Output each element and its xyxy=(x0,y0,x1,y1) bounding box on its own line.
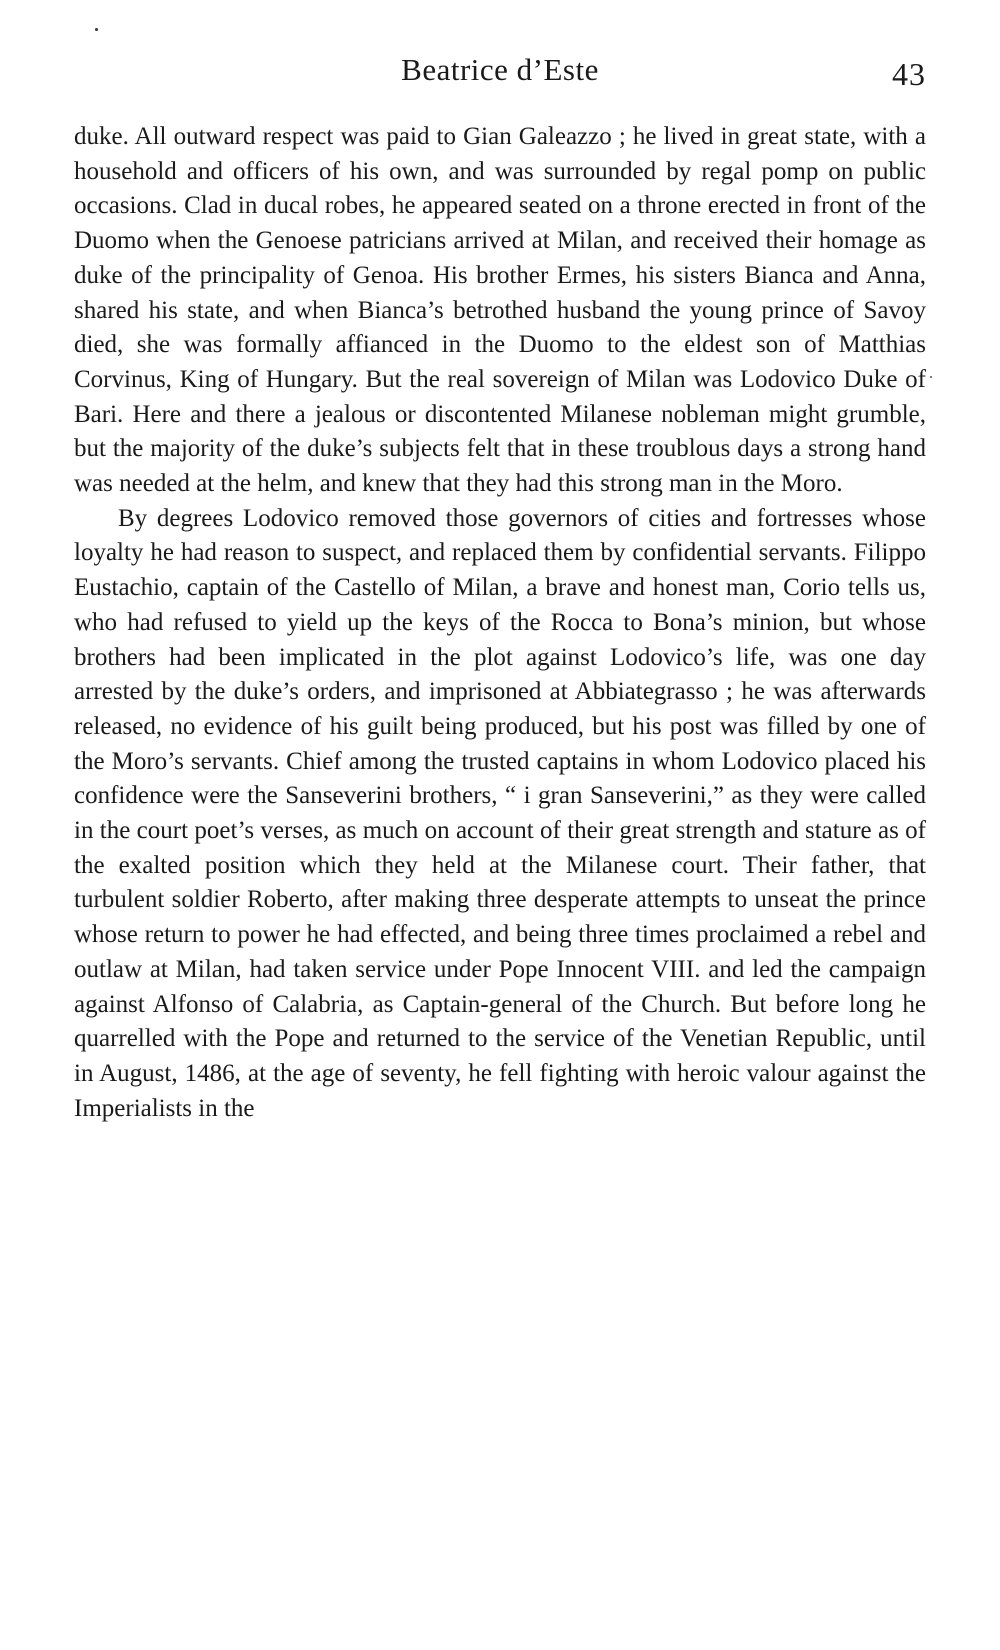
paragraph: By degrees Lodovico removed those governors of cities and fortresses whose loyalty he had reason to suspect, and replaced them by confidential servants. Filippo Eustachio, captain of the Castello of Milan, a brave and honest man, Corio tells us, who had refused to yield up the keys of the Rocca to Bona’s minion, but whose brothers had been implicated in the plot against Lodovico’s life, was one day arrested by the duke’s orders, and imprisoned at Abbiategrasso ; he was afterwards released, no evidence of his guilt being produced, but his post was filled by one of the Moro’s servants. Chief among the trusted captains in whom Lodovico placed his confidence were the Sanseverini brothers, “ i gran Sanseverini,” as they were called in the court poet’s verses, as much on account of their great strength and stature as of the exalted position which they held at the Milanese court. Their father, that turbulent soldier Roberto, after making three desperate attempts to unseat the prince whose return to power he had effected, and being three times proclaimed a rebel and outlaw at Milan, had taken service under Pope Innocent VIII. and led the campaign against Alfonso of Calabria, as Captain-general of the Church. But before long he quarrelled with the Pope and returned to the service of the Venetian Republic, until in August, 1486, at the age of seventy, he fell fighting with heroic valour against the Imperialists in the xyxy=(74,504,926,1122)
running-title: Beatrice d’Este xyxy=(401,52,599,87)
running-head xyxy=(74,52,926,92)
stray-ink-mark xyxy=(930,376,932,378)
paragraph-continued: duke. All outward respect was paid to Gian Galeazzo ; he lived in great state, with a household and officers of his own, and was surrounded by regal pomp on public occasions. Clad in ducal robes, he appeared seated on a throne erected in front of the Duomo when the Genoese patricians arrived at Milan, and received their homage as duke of the principality of Genoa. His brother Ermes, his sisters Bianca and Anna, shared his state, and when Bianca’s betrothed husband the young prince of Savoy died, she was formally affianced in the Duomo to the eldest son of Matthias Corvinus, King of Hungary. But the real sovereign of Milan was Lodovico Duke of Bari. Here and there a jealous or discontented Milanese nobleman might grumble, but the majority of the duke’s subjects felt that in these troublous days a strong hand was needed at the helm, and knew that they had this strong man in the Moro. xyxy=(74,123,926,498)
stray-ink-mark xyxy=(95,28,98,31)
page-number: 43 xyxy=(892,56,926,92)
body-text xyxy=(74,120,926,1126)
